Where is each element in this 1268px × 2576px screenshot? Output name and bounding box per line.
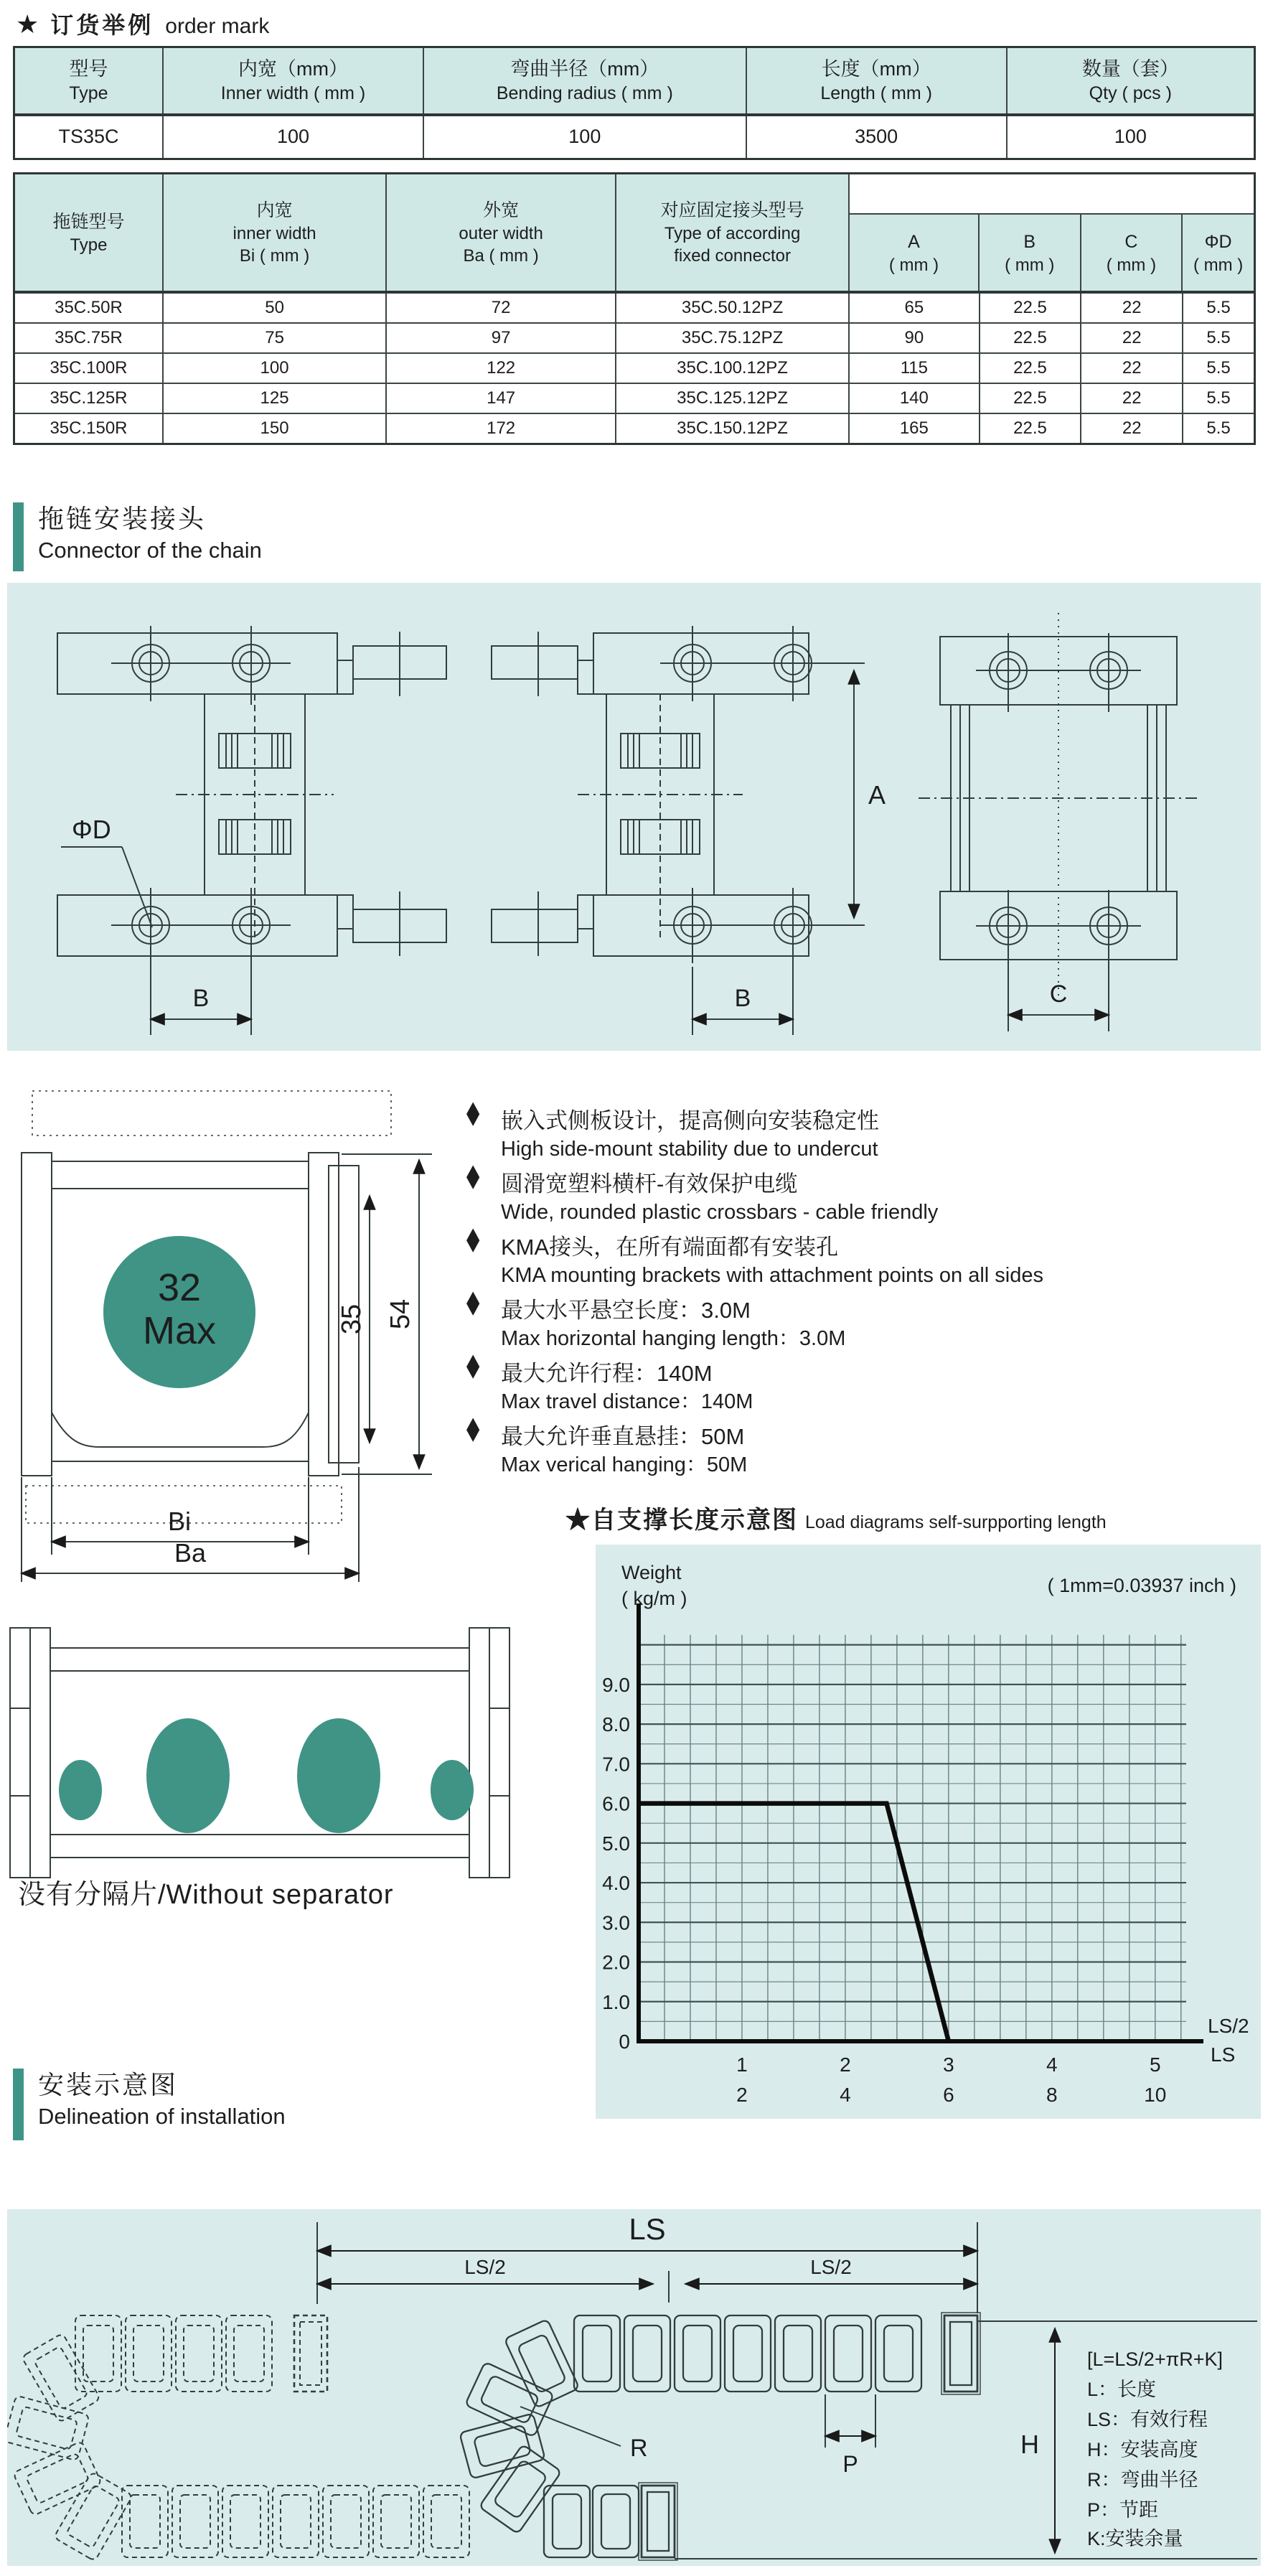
y-axis-unit: ( kg/m ) <box>621 1588 687 1609</box>
table-header: 弯曲半径（mm） Bending radius ( mm ) <box>423 47 746 115</box>
table-header: 数量（套） Qty ( pcs ) <box>1007 47 1255 115</box>
table-header: 外宽 outer width Ba ( mm ) <box>386 174 616 293</box>
dim-label-Ba: Ba <box>174 1538 207 1568</box>
connector-front-view-right <box>919 613 1198 1031</box>
section-title-zh: 拖链安装接头 <box>38 504 207 533</box>
table-cell: 72 <box>386 292 616 323</box>
table-row <box>14 323 1255 353</box>
dimension-header-group <box>849 174 1254 293</box>
table-row <box>14 353 1255 383</box>
cable-large <box>146 1718 230 1833</box>
order-mark-title-en: order mark <box>165 14 270 38</box>
list-item: ◆ KMA接头，在所有端面都有安装孔 KMA mounting brackets with attachment points on all sides <box>466 1233 1267 1290</box>
dim-label-R: R <box>630 2435 648 2462</box>
table-cell: 122 <box>386 353 616 383</box>
section-title-en: Connector of the chain <box>38 538 262 563</box>
y-tick-label: 2.0 <box>602 1951 630 1974</box>
x-tick-ls2: 5 <box>1150 2053 1161 2076</box>
cable-large <box>297 1718 380 1833</box>
diamond-bullet-icon: ◆ <box>466 1410 480 1445</box>
table-cell: 35C.150R <box>14 413 163 444</box>
legend-line: R：弯曲半径 <box>1087 2469 1198 2491</box>
table-cell: 65 <box>849 292 980 323</box>
list-item: ◆ 嵌入式侧板设计，提高侧向安装稳定性 High side-mount stability due to undercut <box>466 1107 1267 1163</box>
table-cell: 35C.150.12PZ <box>616 413 849 444</box>
table-cell: 35C.125R <box>14 383 163 413</box>
table-cell: 140 <box>849 383 980 413</box>
section-heading-connector <box>13 502 262 571</box>
cable-small <box>59 1760 102 1820</box>
x-tick-ls2: 4 <box>1046 2053 1058 2076</box>
table-cell: 90 <box>849 323 980 353</box>
x-tick-ls: 2 <box>736 2084 748 2106</box>
x-tick-ls: 6 <box>943 2084 954 2106</box>
table-header: C ( mm ) <box>1080 215 1182 291</box>
section-heading-installation <box>13 2069 286 2140</box>
x-axis-caption-ls: LS <box>1211 2043 1236 2066</box>
legend-line: L：长度 <box>1087 2379 1157 2400</box>
y-tick-label: 6.0 <box>602 1792 630 1815</box>
table-cell: 75 <box>163 323 386 353</box>
table-header: 拖链型号 Type <box>14 174 163 293</box>
table-header: ΦD ( mm ) <box>1181 215 1254 291</box>
diamond-bullet-icon: ◆ <box>466 1220 480 1255</box>
table-row <box>14 413 1255 444</box>
table-cell: 97 <box>386 323 616 353</box>
without-separator-diagram <box>9 1624 511 1882</box>
table-cell: 35C.100.12PZ <box>616 353 849 383</box>
max-diameter-value: 32 <box>157 1266 202 1309</box>
dim-label-P: P <box>842 2451 858 2477</box>
installation-diagram-panel <box>7 2209 1261 2566</box>
section-title-en: Delineation of installation <box>38 2104 286 2129</box>
list-item: ◆ 最大水平悬空长度：3.0M Max horizontal hanging length：3.0M <box>466 1296 1267 1353</box>
y-tick-label: 1.0 <box>602 1990 630 2013</box>
table-cell: TS35C <box>14 115 163 159</box>
dim-label-Bi: Bi <box>167 1507 192 1536</box>
feature-list <box>466 1094 1267 1486</box>
order-example-table <box>13 46 1256 160</box>
legend-line: K:安装余量 <box>1087 2528 1183 2549</box>
table-cell: 22.5 <box>980 323 1081 353</box>
without-separator-caption: 没有分隔片/Without separator <box>18 1880 394 1910</box>
table-cell: 22.5 <box>980 292 1081 323</box>
x-tick-ls2: 3 <box>943 2053 954 2076</box>
table-row <box>14 383 1255 413</box>
dim-label-C: C <box>1049 980 1068 1008</box>
table-cell: 100 <box>423 115 746 159</box>
table-cell: 35C.50R <box>14 292 163 323</box>
legend-line: P：节距 <box>1087 2499 1159 2521</box>
connector-side-view-left <box>57 613 1198 1035</box>
list-item: ◆ 圆滑宽塑料横杆-有效保护电缆 Wide, rounded plastic crossbars - cable friendly <box>466 1170 1267 1227</box>
table-cell: 35C.75R <box>14 323 163 353</box>
y-tick-label: 8.0 <box>602 1713 630 1736</box>
table-cell: 5.5 <box>1183 413 1254 444</box>
table-header: 内宽（mm） Inner width ( mm ) <box>163 47 423 115</box>
table-cell: 172 <box>386 413 616 444</box>
y-tick-label: 7.0 <box>602 1753 630 1776</box>
conversion-note: ( 1mm=0.03937 inch ) <box>1047 1575 1236 1596</box>
diamond-bullet-icon: ◆ <box>466 1346 480 1382</box>
chart-heading <box>565 1500 1107 1535</box>
table-cell: 22 <box>1081 323 1183 353</box>
table-cell: 125 <box>163 383 386 413</box>
table-cell: 22 <box>1081 383 1183 413</box>
dim-label-phiD: ΦD <box>72 815 111 844</box>
table-cell: 35C.100R <box>14 353 163 383</box>
diamond-bullet-icon: ◆ <box>466 1157 480 1192</box>
table-cell: 22.5 <box>980 413 1081 444</box>
table-header: A ( mm ) <box>888 231 939 275</box>
table-cell: 5.5 <box>1183 292 1254 323</box>
chart-title-en: Load diagrams self-surpporting length <box>805 1512 1107 1532</box>
diamond-bullet-icon: ◆ <box>466 1283 480 1319</box>
table-header: 内宽 inner width Bi ( mm ) <box>163 174 386 293</box>
table-row <box>14 115 1255 159</box>
dim-label-54: 54 <box>385 1298 415 1330</box>
y-tick-label: 9.0 <box>602 1673 630 1696</box>
table-cell: 100 <box>163 115 423 159</box>
x-tick-ls: 4 <box>840 2084 851 2106</box>
table-cell: 100 <box>1007 115 1255 159</box>
x-tick-ls2: 1 <box>736 2053 748 2076</box>
connector-side-view-middle <box>492 626 886 1035</box>
y-tick-label: 5.0 <box>602 1832 630 1855</box>
table-cell: 5.5 <box>1183 323 1254 353</box>
table-cell: 35C.125.12PZ <box>616 383 849 413</box>
table-header: 对应固定接头型号 Type of according fixed connector <box>616 174 849 293</box>
y-tick-label: 3.0 <box>602 1911 630 1934</box>
chain-solid-position <box>459 2313 980 2560</box>
table-cell: 22.5 <box>980 353 1081 383</box>
diamond-bullet-icon: ◆ <box>466 1094 480 1129</box>
installation-legend <box>1087 2348 1223 2549</box>
section-accent-bar <box>13 2069 24 2140</box>
legend-line: H：安装高度 <box>1087 2439 1198 2460</box>
table-cell: 147 <box>386 383 616 413</box>
table-header: B ( mm ) <box>978 215 1080 291</box>
table-cell: 50 <box>163 292 386 323</box>
y-tick-label: 4.0 <box>602 1872 630 1895</box>
order-mark-heading <box>16 7 269 40</box>
table-cell: 35C.50.12PZ <box>616 292 849 323</box>
section-title-zh: 安装示意图 <box>38 2070 179 2099</box>
table-cell: 22 <box>1081 413 1183 444</box>
load-diagram-chart <box>596 1545 1261 2119</box>
table-cell: 5.5 <box>1183 353 1254 383</box>
star-icon: ★ <box>16 9 39 39</box>
formula-text: [L=LS/2+πR+K] <box>1087 2348 1223 2370</box>
table-cell: 100 <box>163 353 386 383</box>
table-cell: 22 <box>1081 292 1183 323</box>
dim-label-B-middle: B <box>734 985 751 1012</box>
dim-label-LS2-left: LS/2 <box>464 2256 506 2278</box>
legend-line: LS：有效行程 <box>1087 2409 1208 2430</box>
header-white-strip <box>850 174 1254 215</box>
cable-small <box>431 1760 474 1820</box>
table-cell: 35C.75.12PZ <box>616 323 849 353</box>
connector-diagram-panel <box>7 583 1261 1051</box>
y-axis-label: Weight <box>621 1562 682 1583</box>
section-accent-bar <box>13 502 24 571</box>
dim-label-LS: LS <box>629 2212 666 2246</box>
order-mark-title-zh: 订货举例 <box>50 12 154 38</box>
dim-label-LS2-right: LS/2 <box>810 2256 852 2278</box>
table-row <box>14 292 1255 323</box>
chain-dashed-position <box>7 2315 469 2561</box>
list-item: ◆ 最大允许垂直悬挂：50M Max verical hanging：50M <box>466 1423 1267 1479</box>
list-item: ◆ 最大允许行程：140M Max travel distance：140M <box>466 1359 1267 1416</box>
x-tick-ls: 8 <box>1046 2084 1058 2106</box>
cross-section-diagram <box>7 1075 466 1585</box>
table-cell: 150 <box>163 413 386 444</box>
table-header: 型号 Type <box>14 47 163 115</box>
dim-label-A: A <box>868 780 886 810</box>
y-tick-label: 0 <box>619 2031 630 2053</box>
table-cell: 3500 <box>746 115 1007 159</box>
table-cell: 22 <box>1081 353 1183 383</box>
max-diameter-unit: Max <box>142 1309 217 1352</box>
x-tick-ls: 10 <box>1144 2084 1167 2106</box>
chain-type-table <box>13 172 1256 445</box>
table-header: 长度（mm） Length ( mm ) <box>746 47 1007 115</box>
dim-label-35: 35 <box>337 1303 367 1335</box>
table-cell: 5.5 <box>1183 383 1254 413</box>
table-cell: 115 <box>849 353 980 383</box>
x-axis-caption-ls2: LS/2 <box>1208 2015 1249 2037</box>
table-cell: 165 <box>849 413 980 444</box>
dim-label-B-left: B <box>192 985 210 1012</box>
table-cell: 22.5 <box>980 383 1081 413</box>
dim-label-H: H <box>1020 2430 1039 2459</box>
chart-title-zh: ★自支撑长度示意图 <box>565 1507 798 1534</box>
x-tick-ls2: 2 <box>840 2053 851 2076</box>
